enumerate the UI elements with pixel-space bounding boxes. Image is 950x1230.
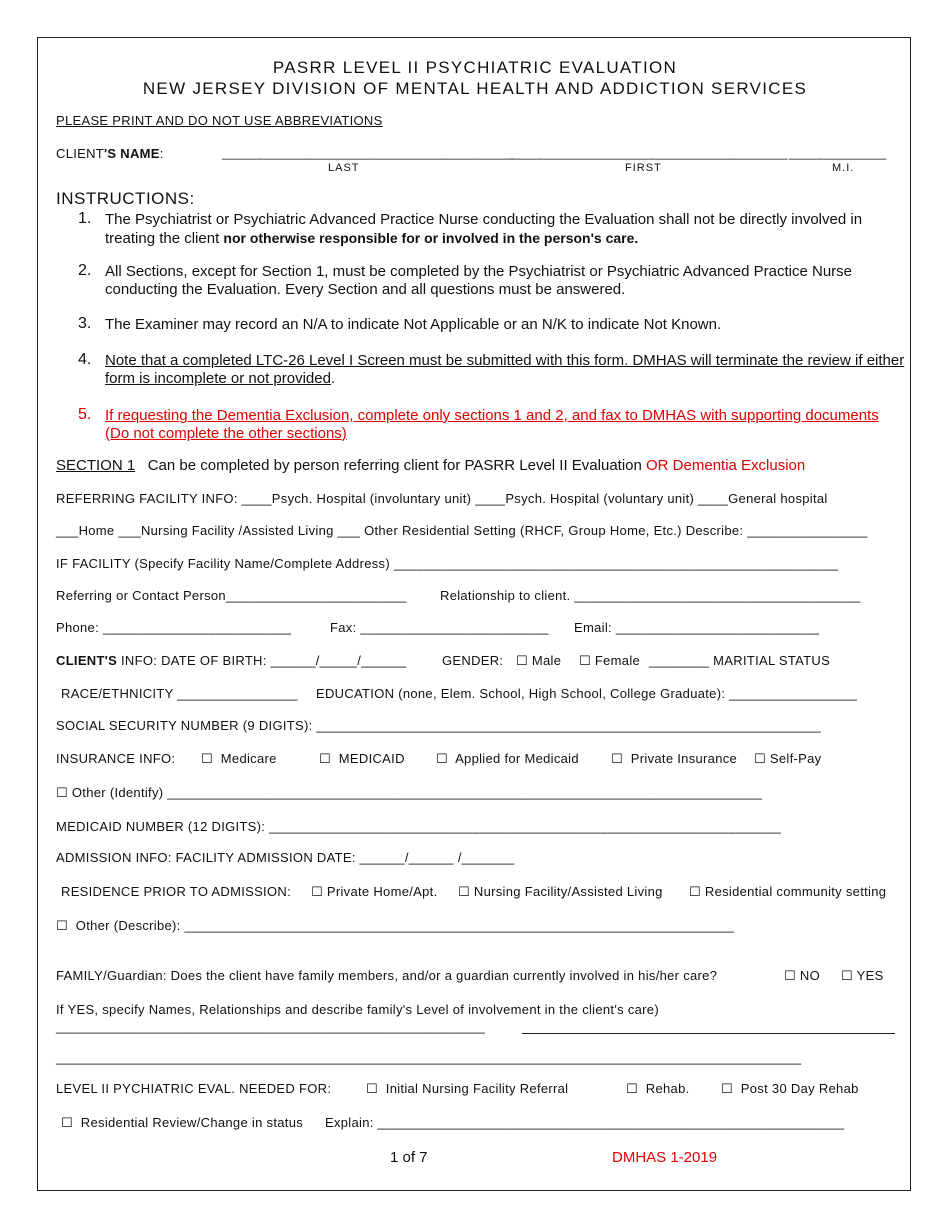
insurance-label: INSURANCE INFO: bbox=[56, 751, 176, 766]
instruction-4: Note that a completed LTC-26 Level I Screen must be submitted with this form. DMHAS will terminate the review if either form is incomplete or not provided. bbox=[105, 352, 905, 387]
checkbox-icon[interactable]: ☐ bbox=[319, 751, 331, 766]
checkbox-icon[interactable]: ☐ bbox=[201, 751, 213, 766]
marital-status-field[interactable]: ________ MARITIAL STATUS bbox=[649, 653, 831, 668]
form-page bbox=[37, 37, 911, 1191]
instruction-2-number: 2. bbox=[78, 262, 92, 279]
residence-label: RESIDENCE PRIOR TO ADMISSION: bbox=[61, 884, 291, 899]
level2-needed-label: LEVEL II PYCHIATRIC EVAL. NEEDED FOR: bbox=[56, 1081, 332, 1096]
checkbox-icon[interactable]: ☐ bbox=[689, 884, 701, 899]
checkbox-icon[interactable]: ☐ bbox=[56, 785, 68, 800]
insurance-other-field[interactable]: ☐ Other (Identify) _______________________________________________________________________________ bbox=[56, 785, 763, 800]
level2-residential-option[interactable]: ☐ Residential Review/Change in status bbox=[61, 1115, 304, 1130]
family-details-underline bbox=[522, 1033, 895, 1034]
family-details-field-1[interactable]: _________________________________________________________ bbox=[56, 1019, 486, 1034]
checkbox-icon[interactable]: ☐ bbox=[61, 1115, 73, 1130]
print-notice: PLEASE PRINT AND DO NOT USE ABBREVIATIONS bbox=[56, 113, 383, 128]
gender-male-option[interactable]: ☐ Male bbox=[516, 653, 562, 668]
section1-heading: SECTION 1 Can be completed by person referring client for PASRR Level II Evaluation OR Dementia Exclusion bbox=[56, 457, 806, 474]
checkbox-icon[interactable]: ☐ bbox=[436, 751, 448, 766]
client-name-label: CLIENT'S NAME: bbox=[56, 146, 164, 161]
level2-post30-option[interactable]: ☐ Post 30 Day Rehab bbox=[721, 1081, 859, 1096]
email-field[interactable]: Email: ___________________________ bbox=[574, 620, 820, 635]
instruction-3-number: 3. bbox=[78, 315, 92, 332]
medicaid-number-field[interactable]: MEDICAID NUMBER (12 DIGITS): ____________________________________________________________________ bbox=[56, 819, 782, 834]
referring-facility-line[interactable]: REFERRING FACILITY INFO: ____Psych. Hospital (involuntary unit) ____Psych. Hospital (voluntary unit) ____General hospital bbox=[56, 491, 828, 506]
checkbox-icon[interactable]: ☐ bbox=[754, 751, 766, 766]
instruction-2: All Sections, except for Section 1, must be completed by the Psychiatrist or Psychiatric Advanced Practice Nurse conducting the Evaluation. Every Section and all questions must be answered. bbox=[105, 263, 853, 298]
family-yes-option[interactable]: ☐ YES bbox=[841, 968, 884, 983]
date-of-birth-field[interactable]: CLIENT'S INFO: DATE OF BIRTH: ______/_____/______ bbox=[56, 653, 407, 668]
phone-field[interactable]: Phone: _________________________ bbox=[56, 620, 292, 635]
checkbox-icon[interactable]: ☐ bbox=[841, 968, 853, 983]
instruction-5-number: 5. bbox=[78, 406, 92, 423]
admission-date-field[interactable]: ADMISSION INFO: FACILITY ADMISSION DATE: ______/______ /_______ bbox=[56, 850, 515, 865]
residence-other-field[interactable]: ☐ Other (Describe): _________________________________________________________________________ bbox=[56, 918, 735, 933]
checkbox-icon[interactable]: ☐ bbox=[784, 968, 796, 983]
insurance-selfpay-option[interactable]: ☐ Self-Pay bbox=[754, 751, 822, 766]
family-details-field-2[interactable]: ___________________________________________________________________________________________________ bbox=[56, 1050, 802, 1065]
relationship-field[interactable]: Relationship to client. ______________________________________ bbox=[440, 588, 861, 603]
mi-label: M.I. bbox=[832, 162, 855, 174]
residence-nursing-option[interactable]: ☐ Nursing Facility/Assisted Living bbox=[458, 884, 663, 899]
checkbox-icon[interactable]: ☐ bbox=[311, 884, 323, 899]
checkbox-icon[interactable]: ☐ bbox=[579, 653, 591, 668]
insurance-medicare-option[interactable]: ☐ Medicare bbox=[201, 751, 277, 766]
client-last-name-field[interactable]: __________________________________________ bbox=[222, 146, 515, 160]
ssn-field[interactable]: SOCIAL SECURITY NUMBER (9 DIGITS): ___________________________________________________________________ bbox=[56, 718, 821, 733]
form-title-line1: PASRR LEVEL II PSYCHIATRIC EVALUATION bbox=[272, 58, 678, 77]
checkbox-icon[interactable]: ☐ bbox=[56, 918, 68, 933]
checkbox-icon[interactable]: ☐ bbox=[721, 1081, 733, 1096]
page-number: 1 of 7 bbox=[390, 1149, 428, 1166]
family-details-prompt: If YES, specify Names, Relationships and describe family's Level of involvement in the client's care) bbox=[56, 1002, 659, 1017]
level2-rehab-option[interactable]: ☐ Rehab. bbox=[626, 1081, 690, 1096]
instruction-5: If requesting the Dementia Exclusion, complete only sections 1 and 2, and fax to DMHAS with supporting documents (Do not complete the other sections) bbox=[105, 407, 879, 442]
client-mi-field[interactable]: ______________ bbox=[789, 146, 887, 160]
checkbox-icon[interactable]: ☐ bbox=[611, 751, 623, 766]
gender-female-option[interactable]: ☐ Female bbox=[579, 653, 641, 668]
checkbox-icon[interactable]: ☐ bbox=[516, 653, 528, 668]
form-title-line2: NEW JERSEY DIVISION OF MENTAL HEALTH AND ADDICTION SERVICES bbox=[142, 79, 808, 98]
checkbox-icon[interactable]: ☐ bbox=[366, 1081, 378, 1096]
education-field[interactable]: EDUCATION (none, Elem. School, High School, College Graduate): _________________ bbox=[316, 686, 858, 701]
family-question: FAMILY/Guardian: Does the client have family members, and/or a guardian currently involved in his/her care? bbox=[56, 968, 718, 983]
home-setting-line[interactable]: ___Home ___Nursing Facility /Assisted Living ___ Other Residential Setting (RHCF, Group Home, Etc.) Describe: ________________ bbox=[56, 523, 868, 538]
fax-field[interactable]: Fax: _________________________ bbox=[330, 620, 549, 635]
residence-community-option[interactable]: ☐ Residential community setting bbox=[689, 884, 887, 899]
race-ethnicity-field[interactable]: RACE/ETHNICITY ________________ bbox=[61, 686, 298, 701]
form-code: DMHAS 1-2019 bbox=[612, 1149, 718, 1166]
instructions-heading: INSTRUCTIONS: bbox=[56, 189, 195, 208]
contact-person-field[interactable]: Referring or Contact Person________________________ bbox=[56, 588, 407, 603]
facility-address-field[interactable]: IF FACILITY (Specify Facility Name/Complete Address) ___________________________________________________________ bbox=[56, 556, 839, 571]
instruction-1: The Psychiatrist or Psychiatric Advanced Practice Nurse conducting the Evaluation shall not be directly involved in treating the client nor otherwise responsible for or involved in the person's care. bbox=[105, 211, 863, 247]
checkbox-icon[interactable]: ☐ bbox=[458, 884, 470, 899]
client-first-name-field[interactable]: ________________________________________ bbox=[509, 146, 788, 160]
level2-initial-option[interactable]: ☐ Initial Nursing Facility Referral bbox=[366, 1081, 569, 1096]
insurance-applied-option[interactable]: ☐ Applied for Medicaid bbox=[436, 751, 579, 766]
instruction-3: The Examiner may record an N/A to indicate Not Applicable or an N/K to indicate Not Known. bbox=[105, 316, 722, 333]
instruction-1-number: 1. bbox=[78, 210, 92, 227]
gender-label: GENDER: bbox=[442, 653, 504, 668]
insurance-medicaid-option[interactable]: ☐ MEDICAID bbox=[319, 751, 405, 766]
first-label: FIRST bbox=[625, 162, 662, 174]
family-no-option[interactable]: ☐ NO bbox=[784, 968, 820, 983]
insurance-private-option[interactable]: ☐ Private Insurance bbox=[611, 751, 738, 766]
residence-private-option[interactable]: ☐ Private Home/Apt. bbox=[311, 884, 438, 899]
last-label: LAST bbox=[328, 162, 360, 174]
checkbox-icon[interactable]: ☐ bbox=[626, 1081, 638, 1096]
instruction-4-number: 4. bbox=[78, 351, 92, 368]
explain-field[interactable]: Explain: ______________________________________________________________ bbox=[325, 1115, 845, 1130]
